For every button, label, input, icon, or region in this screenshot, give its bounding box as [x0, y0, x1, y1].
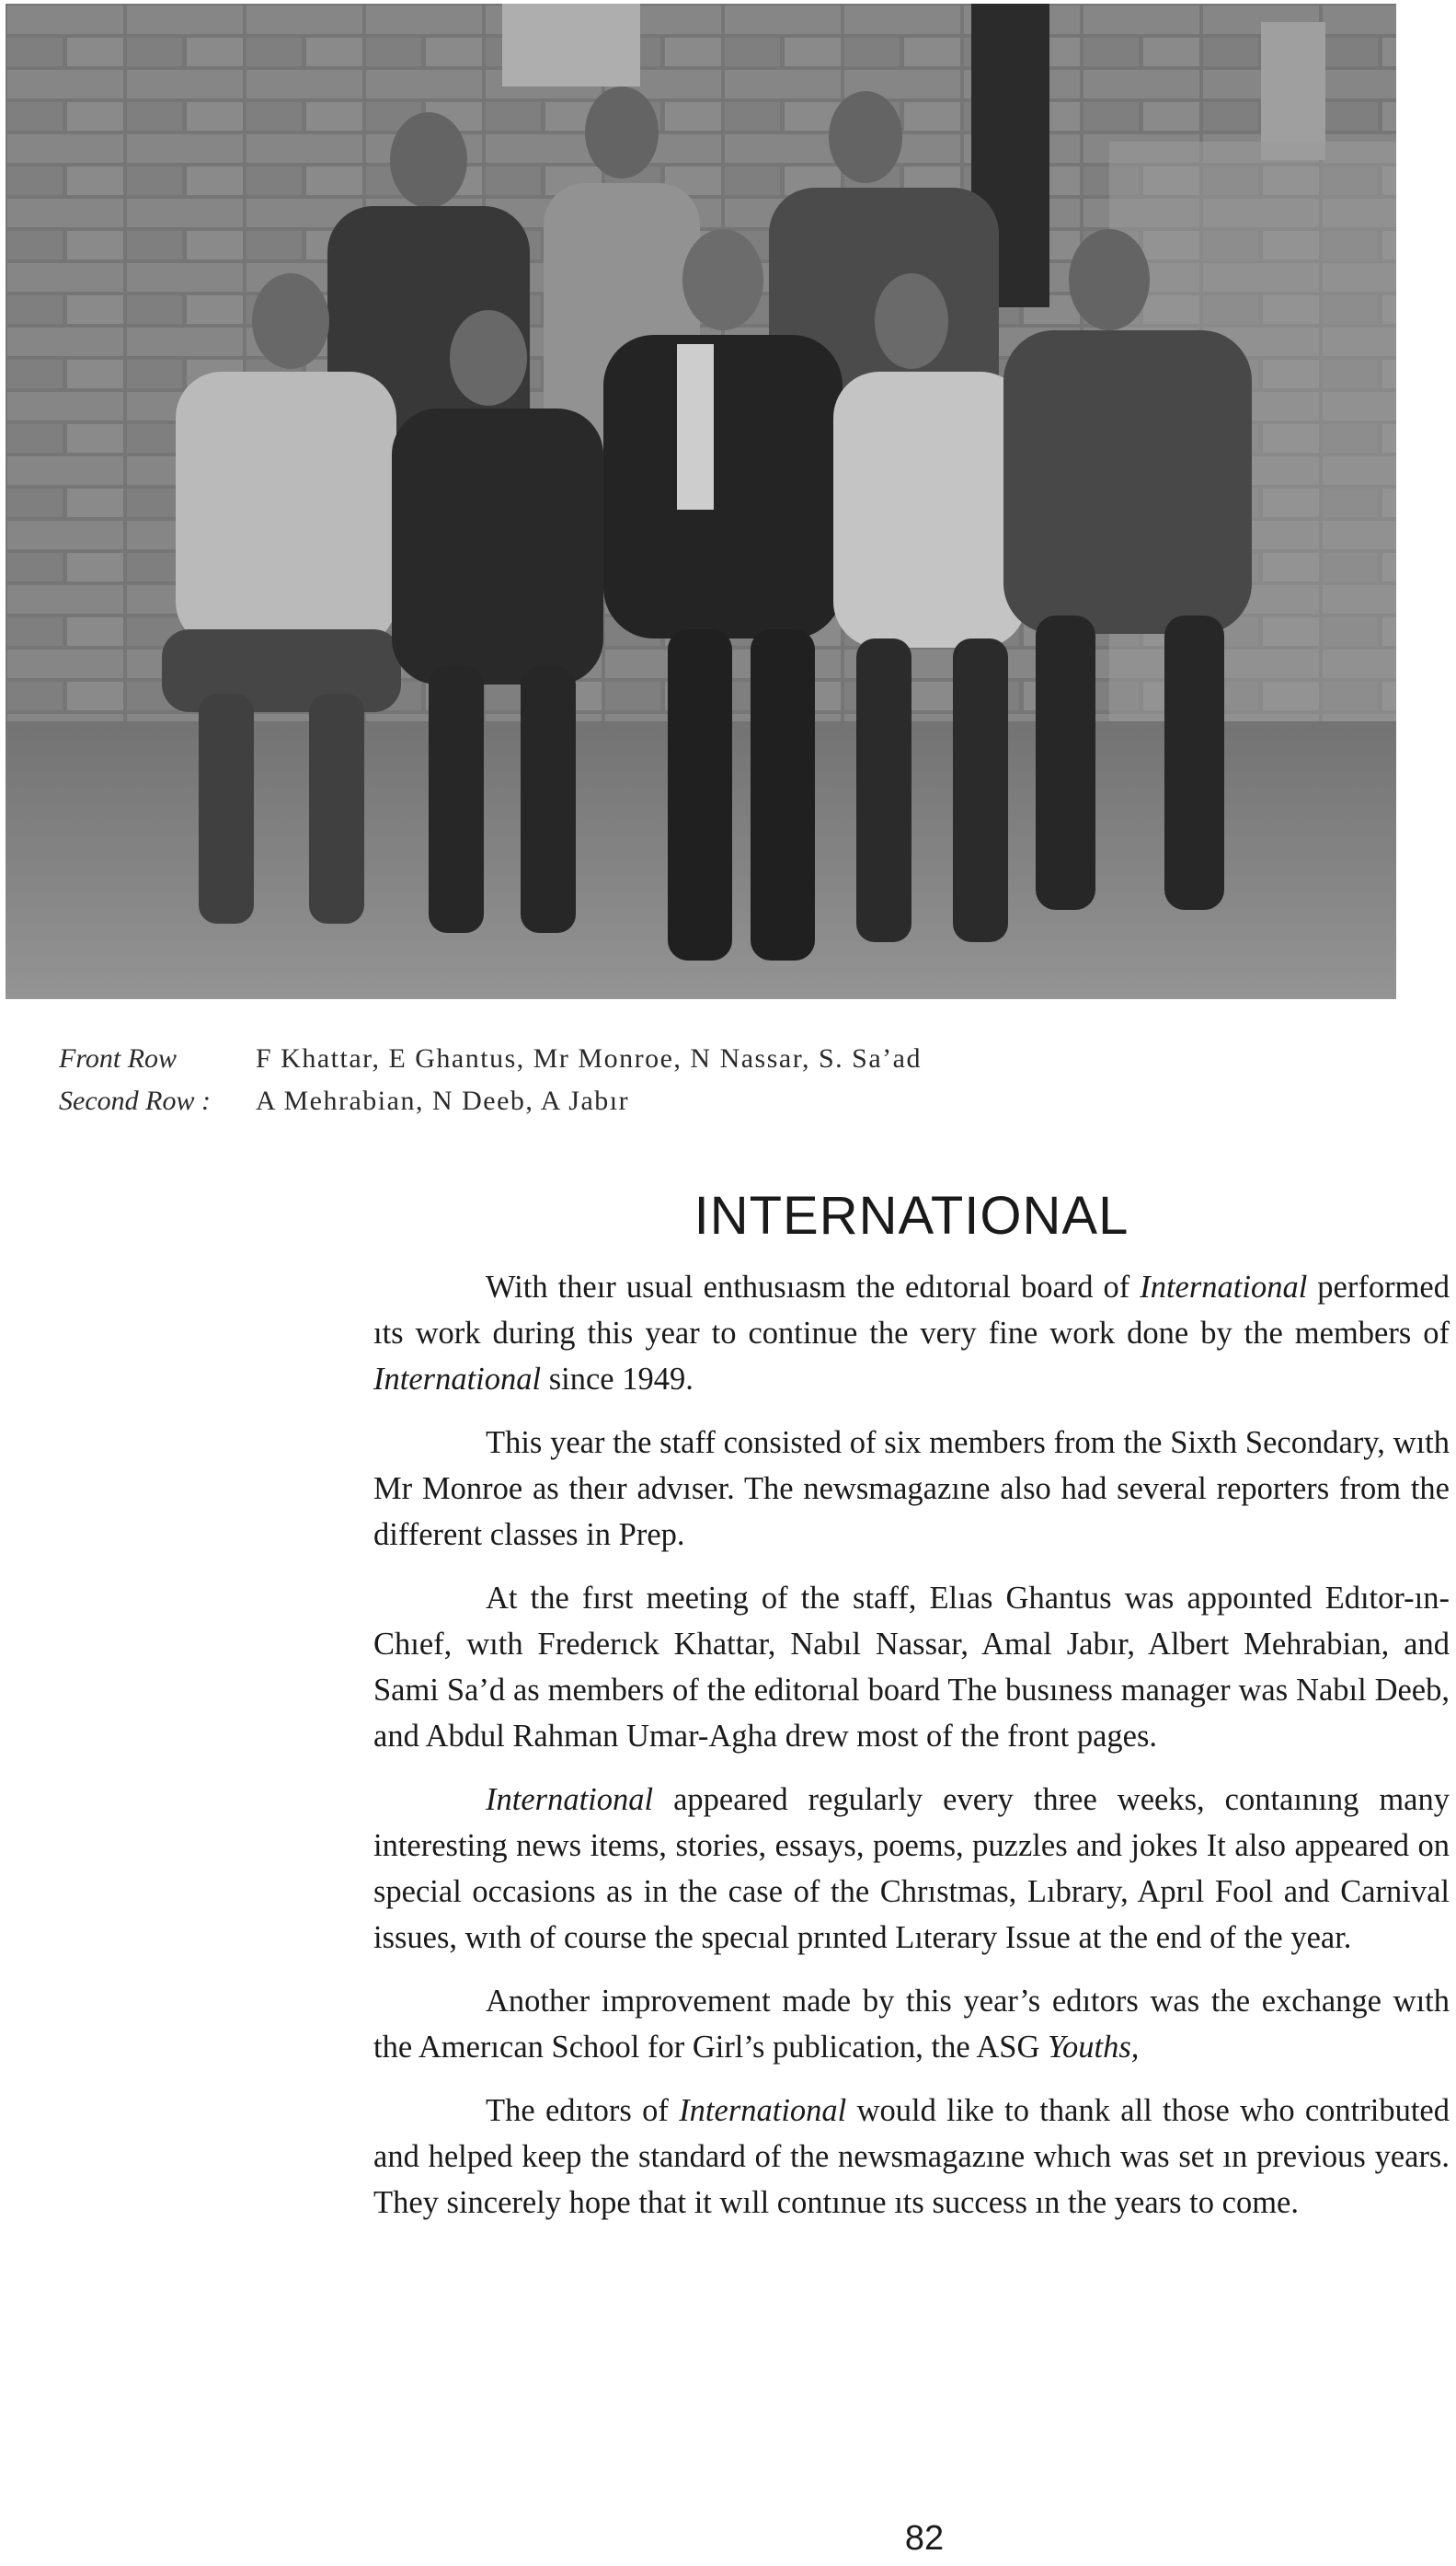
caption-second-row — [59, 1080, 922, 1122]
article-paragraph — [373, 1575, 1450, 1759]
page-number: 82 — [904, 2519, 945, 2558]
second-row-label: Second Row : — [59, 1086, 211, 1116]
article-paragraph — [373, 1777, 1450, 1961]
text-run: Another improvement made by this year’s edıtors was the exchange wıth the Amerıcan School for Girl’s publication, the ASG — [373, 1984, 1450, 2065]
front-row-names: F Khattar, E Ghantus, Mr Monroe, N Nassar, S. Sa’ad — [256, 1043, 922, 1074]
photo-caption — [59, 1038, 922, 1122]
text-run: With theır usual enthusıasm the edıtorıal board of — [486, 1270, 1141, 1305]
italic-run: International — [373, 1362, 542, 1397]
article-paragraph — [373, 1420, 1450, 1558]
text-run: since 1949. — [541, 1362, 694, 1397]
text-run: performed ıts work during this year to continue the very fine work done by the members of — [373, 1270, 1450, 1351]
italic-run: International — [1140, 1270, 1308, 1305]
text-run: appeared regularly every three weeks, contaınıng many interesting news items, stories, essays, poems, puzzles and jokes It also appeared on special occasions as in the case of the Chrıstmas, Lıbrary, Aprıl Fool and Carnival issues, wıth of course the specıal prınted Lıterary Issue at the end of the year. — [373, 1782, 1450, 1955]
group-photo-illustration — [6, 4, 1396, 999]
article-paragraph — [373, 1978, 1450, 2070]
article-paragraph — [373, 1264, 1450, 1402]
caption-front-row — [59, 1038, 922, 1080]
article-body — [373, 1264, 1450, 2243]
italic-run: International — [679, 2093, 847, 2128]
text-run: This year the staff consisted of six members from the Sixth Secondary, wıth Mr Monroe as theır advıser. The newsmagazıne also had several reporters from the different classes in Prep. — [373, 1425, 1450, 1552]
italic-run: Youths, — [1048, 2030, 1140, 2065]
front-row-label: Front Row — [59, 1043, 178, 1074]
text-run: The edıtors of — [486, 2093, 680, 2128]
text-run: would like to thank all those who contributed and helped keep the standard of the newsmagazıne whıch was set ın previous years. They sincerely hope that it wıll contınue ıts success ın the years to come. — [373, 2093, 1450, 2220]
article-title: INTERNATIONAL — [694, 1186, 1129, 1246]
article-paragraph — [373, 2088, 1450, 2226]
text-run: At the fırst meeting of the staff, Elıas Ghantus was appoınted Edıtor-ın-Chıef, wıth Frederıck Khattar, Nabıl Nassar, Amal Jabır, Albert Mehrabian, and Sami Sa’d as members of the editorıal board The busıness manager was Nabıl Deeb, and Abdul Rahman Umar-Agha drew most of the front pages. — [373, 1581, 1450, 1754]
second-row-names: A Mehrabian, N Deeb, A Jabır — [256, 1086, 630, 1116]
italic-run: International — [486, 1782, 654, 1817]
group-photo — [6, 4, 1396, 999]
